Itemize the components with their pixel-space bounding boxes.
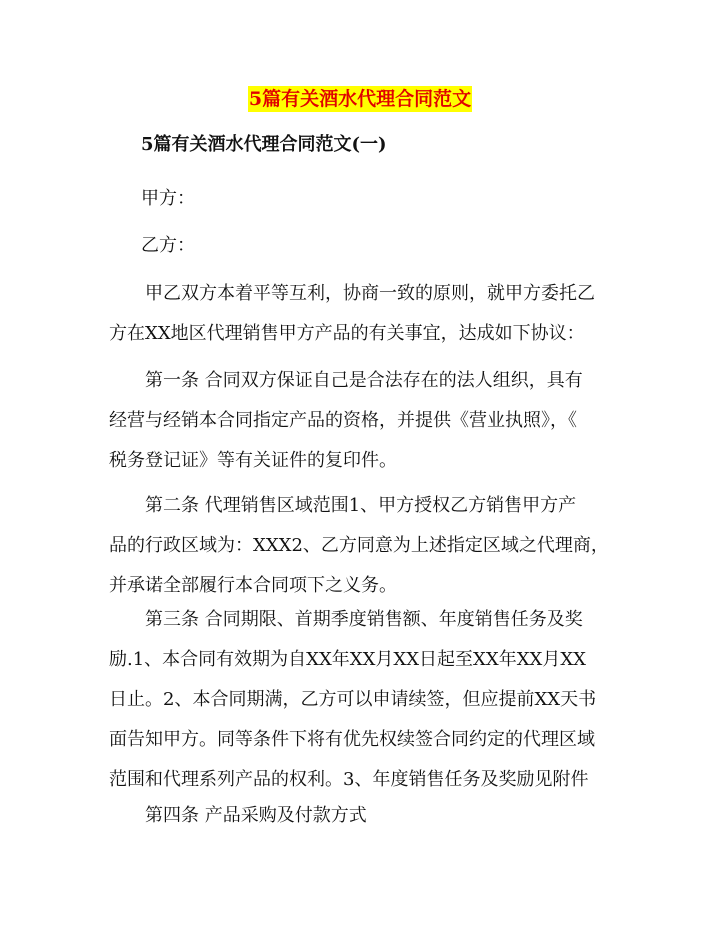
document-subtitle: 5篇有关酒水代理合同范文(一) xyxy=(141,134,387,155)
paragraph-line: 日止。2、本合同期满，乙方可以申请续签，但应提前XX天书 xyxy=(109,689,597,710)
paragraph-line: 范围和代理系列产品的权利。3、年度销售任务及奖励见附件 xyxy=(109,769,589,790)
paragraph-article-2 xyxy=(109,486,611,606)
paragraph-line: 经营与经销本合同指定产品的资格，并提供《营业执照》，《 xyxy=(109,410,577,431)
paragraph-line: 励.1、本合同有效期为自XX年XX月XX日起至XX年XX月XX xyxy=(109,649,586,670)
paragraph-article-4 xyxy=(109,796,611,836)
paragraph-article-1 xyxy=(109,361,611,481)
paragraph-line: 甲乙双方本着平等互利，协商一致的原则，就甲方委托乙 xyxy=(145,283,595,304)
paragraph-line: 第四条 产品采购及付款方式 xyxy=(145,805,367,826)
title-container xyxy=(0,86,720,112)
party-a-label: 甲方： xyxy=(141,188,195,209)
paragraph-article-3 xyxy=(109,600,611,800)
paragraph-line: 第二条 代理销售区域范围1、甲方授权乙方销售甲方产 xyxy=(145,495,577,516)
paragraph-line: 第一条 合同双方保证自己是合法存在的法人组织，具有 xyxy=(145,370,583,391)
paragraph-line: 品的行政区域为：XXX2、乙方同意为上述指定区域之代理商， xyxy=(109,535,609,556)
party-b-label: 乙方： xyxy=(141,235,195,256)
paragraph-line: 方在XX地区代理销售甲方产品的有关事宜，达成如下协议： xyxy=(109,323,585,344)
paragraph-line: 税务登记证》等有关证件的复印件。 xyxy=(109,450,397,471)
paragraph-line: 并承诺全部履行本合同项下之义务。 xyxy=(109,575,397,596)
paragraph-intro xyxy=(109,274,611,354)
paragraph-line: 面告知甲方。同等条件下将有优先权续签合同约定的代理区域 xyxy=(109,729,595,750)
paragraph-line: 第三条 合同期限、首期季度销售额、年度销售任务及奖 xyxy=(145,609,583,630)
document-title: 5篇有关酒水代理合同范文 xyxy=(248,88,472,110)
